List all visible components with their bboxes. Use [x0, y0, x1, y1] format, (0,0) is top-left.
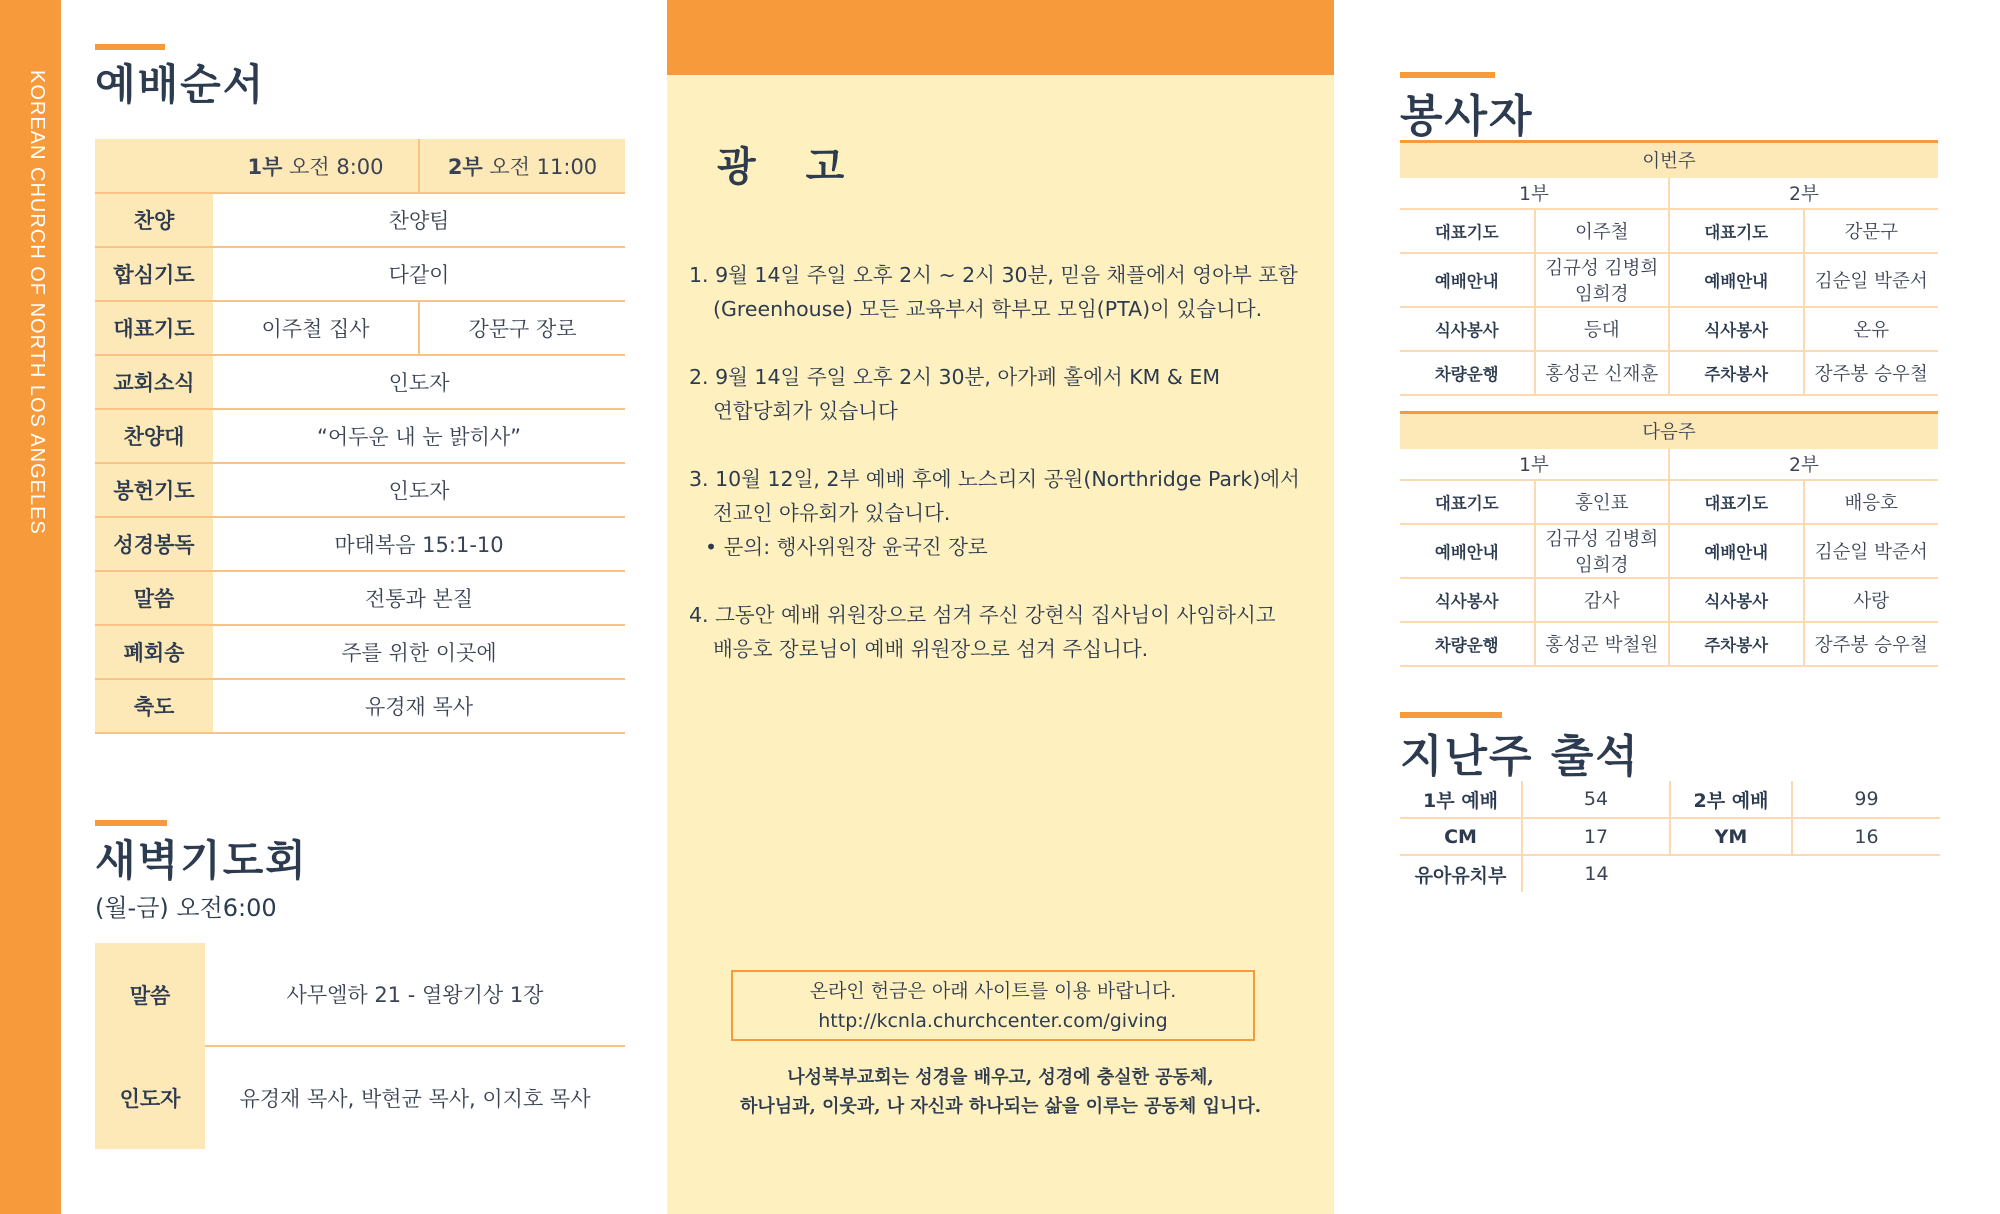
volunteer-names: 강문구: [1804, 209, 1939, 253]
week-header-row: [1400, 142, 1938, 178]
volunteer-names: 온유: [1804, 307, 1939, 351]
volunteer-names: 장주봉 승우철: [1804, 351, 1939, 395]
volunteer-names: 배응호: [1804, 480, 1939, 524]
row-value: 사무엘하 21 - 열왕기상 1장: [205, 943, 625, 1046]
role-label: 식사봉사: [1669, 578, 1804, 622]
online-giving-link[interactable]: http://kcnla.churchcenter.com/giving: [818, 1010, 1168, 1032]
attendance-accent-bar: [1400, 712, 1502, 718]
worship-accent-bar: [95, 44, 165, 50]
dawn-accent-bar: [95, 820, 167, 826]
volunteer-names: 사랑: [1804, 578, 1939, 622]
volunteer-row: [1400, 209, 1938, 253]
attendance-label: YM: [1670, 818, 1792, 855]
row-value: 주를 위한 이곳에: [213, 625, 625, 679]
volunteer-names: 김규성 김병희 임희경: [1535, 253, 1670, 307]
volunteer-row: [1400, 307, 1938, 351]
announcement-item: [689, 360, 1309, 428]
announcement-line: (Greenhouse) 모든 교육부서 학부모 모임(PTA)이 있습니다.: [713, 297, 1263, 321]
announcements-list: [689, 258, 1309, 700]
row-label: 봉헌기도: [95, 463, 213, 517]
row-value: 유경재 목사: [213, 679, 625, 733]
worship-row: [95, 625, 625, 679]
row-value: “어두운 내 눈 밝히사”: [213, 409, 625, 463]
role-label: 예배안내: [1400, 253, 1535, 307]
volunteer-names: 등대: [1535, 307, 1670, 351]
role-label: 주차봉사: [1669, 351, 1804, 395]
row-label: 성경봉독: [95, 517, 213, 571]
row-label: 인도자: [95, 1046, 205, 1149]
announcement-line: 배응호 장로님이 예배 위원장으로 섬겨 주십니다.: [713, 637, 1149, 661]
volunteers-title: 봉사자: [1400, 91, 1534, 142]
volunteers-accent-bar: [1400, 72, 1495, 78]
volunteer-names: 홍인표: [1535, 480, 1670, 524]
attendance-count: 99: [1792, 781, 1940, 818]
row-label: 찬양대: [95, 409, 213, 463]
announcement-line: 2. 9월 14일 주일 오후 2시 30분, 아가페 홀에서 KM & EM: [689, 365, 1221, 389]
row-value: 인도자: [213, 463, 625, 517]
attendance-count: 16: [1792, 818, 1940, 855]
volunteer-names: 김규성 김병희 임희경: [1535, 524, 1670, 578]
volunteer-names: 장주봉 승우철: [1804, 622, 1939, 666]
attendance-row: [1400, 781, 1940, 818]
week-label: 다음주: [1400, 413, 1938, 449]
volunteer-row: [1400, 524, 1938, 578]
volunteer-row: [1400, 253, 1938, 307]
worship-row: [95, 517, 625, 571]
announcement-item: [689, 462, 1309, 564]
week-label: 이번주: [1400, 142, 1938, 178]
worship-row: [95, 463, 625, 517]
volunteers-next-week-table: [1400, 411, 1938, 667]
role-label: 주차봉사: [1669, 622, 1804, 666]
worship-row: [95, 193, 625, 247]
volunteer-names: 이주철: [1535, 209, 1670, 253]
role-label: 대표기도: [1400, 480, 1535, 524]
announcement-line: 4. 그동안 예배 위원장으로 섬겨 주신 강현식 집사님이 사임하시고: [689, 603, 1276, 627]
row-label: 폐회송: [95, 625, 213, 679]
volunteer-names: 감사: [1535, 578, 1670, 622]
attendance-row: [1400, 855, 1940, 892]
worship-row: [95, 571, 625, 625]
row-label: 찬양: [95, 193, 213, 247]
worship-row: [95, 355, 625, 409]
motto-line: 나성북부교회는 성경을 배우고, 성경에 충실한 공동체,: [787, 1067, 1214, 1088]
role-label: 대표기도: [1400, 209, 1535, 253]
row-value: 다같이: [213, 247, 625, 301]
role-label: 예배안내: [1400, 524, 1535, 578]
announcement-item: [689, 258, 1309, 326]
worship-row: [95, 301, 625, 355]
attendance-label: 1부 예배: [1400, 781, 1522, 818]
role-label: 식사봉사: [1400, 578, 1535, 622]
volunteer-row: [1400, 480, 1938, 524]
role-label: 대표기도: [1669, 209, 1804, 253]
attendance-label: 2부 예배: [1670, 781, 1792, 818]
role-label: 식사봉사: [1400, 307, 1535, 351]
part-label: 1부: [1400, 449, 1669, 480]
volunteer-row: [1400, 622, 1938, 666]
online-giving-box: [731, 970, 1255, 1041]
role-label: 차량운행: [1400, 622, 1535, 666]
volunteer-names: 홍성곤 신재훈: [1535, 351, 1670, 395]
part-header-row: [1400, 449, 1938, 480]
row-label: 말씀: [95, 943, 205, 1046]
volunteer-names: 홍성곤 박철원: [1535, 622, 1670, 666]
part-header-row: [1400, 178, 1938, 209]
role-label: 차량운행: [1400, 351, 1535, 395]
row-value: 마태복음 15:1-10: [213, 517, 625, 571]
announcement-item: [689, 598, 1309, 666]
row-label: 대표기도: [95, 301, 213, 355]
volunteer-row: [1400, 578, 1938, 622]
row-value: 유경재 목사, 박현균 목사, 이지호 목사: [239, 1087, 591, 1111]
worship-row: [95, 679, 625, 733]
volunteer-names: 김순일 박준서: [1804, 253, 1939, 307]
dawn-title: 새벽기도회: [95, 836, 308, 885]
part-label: 2부: [1669, 449, 1938, 480]
header-first-service: 1부 오전 8:00: [213, 139, 419, 193]
header-corner-cell: [95, 139, 213, 193]
role-label: 예배안내: [1669, 524, 1804, 578]
dawn-prayer-table: [95, 943, 625, 1149]
row-label: 말씀: [95, 571, 213, 625]
announcement-bullet: • 문의: 행사위원장 윤국진 장로: [705, 535, 988, 559]
role-label: 식사봉사: [1669, 307, 1804, 351]
announcements-title: 광 고: [717, 143, 863, 190]
worship-row: [95, 247, 625, 301]
attendance-title: 지난주 출석: [1400, 731, 1640, 782]
volunteer-names: 김순일 박준서: [1804, 524, 1939, 578]
role-label: 대표기도: [1669, 480, 1804, 524]
role-label: 예배안내: [1669, 253, 1804, 307]
volunteer-row: [1400, 351, 1938, 395]
attendance-empty: [1792, 855, 1940, 892]
row-label: 축도: [95, 679, 213, 733]
row-label: 합심기도: [95, 247, 213, 301]
worship-row: [95, 409, 625, 463]
volunteers-this-week-table: [1400, 140, 1938, 396]
panel-top-band: [667, 0, 1334, 75]
attendance-label: CM: [1400, 818, 1522, 855]
attendance-count: 17: [1522, 818, 1670, 855]
row-value: 인도자: [213, 355, 625, 409]
row-value-first: 이주철 집사: [213, 301, 419, 355]
worship-order-table: [95, 139, 625, 734]
attendance-row: [1400, 818, 1940, 855]
week-header-row: [1400, 413, 1938, 449]
row-value: 찬양팀: [213, 193, 625, 247]
attendance-empty: [1670, 855, 1792, 892]
announcement-line: 연합당회가 있습니다: [713, 399, 898, 423]
dawn-row: [95, 943, 625, 1046]
church-motto: [667, 1063, 1334, 1121]
announcement-line: 전교인 야유회가 있습니다.: [713, 501, 951, 525]
worship-header-row: [95, 139, 625, 193]
header-second-service: 2부 오전 11:00: [419, 139, 625, 193]
part-label: 2부: [1669, 178, 1938, 209]
attendance-count: 14: [1584, 863, 1609, 885]
announcement-line: 1. 9월 14일 주일 오후 2시 ~ 2시 30분, 믿음 채플에서 영아부 포함: [689, 263, 1298, 287]
attendance-count: 54: [1522, 781, 1670, 818]
part-label: 1부: [1400, 178, 1669, 209]
dawn-subtitle: (월-금) 오전6:00: [95, 894, 277, 922]
announcement-line: 3. 10월 12일, 2부 예배 후에 노스리지 공원(Northridge Park)에서: [689, 467, 1300, 491]
row-label: 교회소식: [95, 355, 213, 409]
attendance-table: [1400, 781, 1940, 892]
worship-title: 예배순서: [95, 60, 266, 109]
dawn-row: [95, 1046, 625, 1149]
sidebar-band: [0, 0, 61, 1214]
attendance-label: 유아유치부: [1400, 855, 1522, 892]
church-name-vertical: KOREAN CHURCH OF NORTH LOS ANGELES: [26, 70, 48, 535]
row-value-second: 강문구 장로: [419, 301, 625, 355]
row-value: 전통과 본질: [213, 571, 625, 625]
online-giving-text: 온라인 헌금은 아래 사이트를 이용 바랍니다.: [809, 980, 1177, 1002]
motto-line: 하나님과, 이웃과, 나 자신과 하나되는 삶을 이루는 공동체 입니다.: [739, 1096, 1262, 1117]
announcements-panel: [667, 0, 1334, 1214]
